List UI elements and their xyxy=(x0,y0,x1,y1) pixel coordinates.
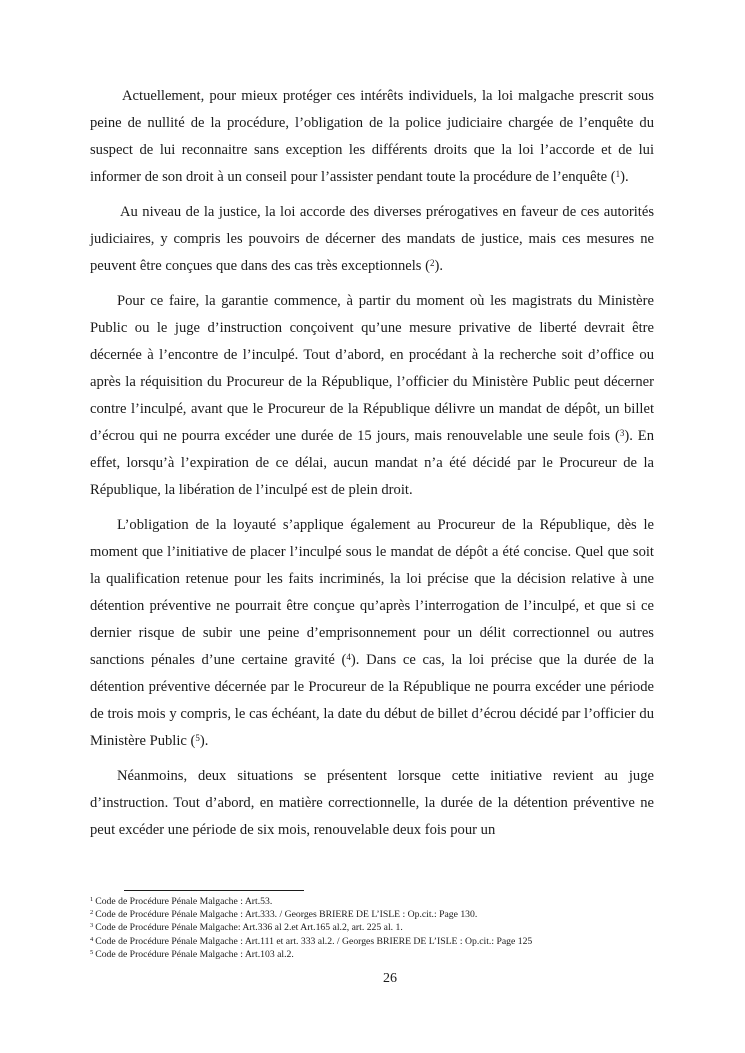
paragraph-4-text: L’obligation de la loyauté s’applique également au Procureur de la République, dès le moment que l’initiative de placer l’inculpé sous le mandat de dépôt a été concise. Quel que soit la qualification retenue pour les faits incriminés, la loi précise que la décision relative à une détention préventive ne pourrait être conçue qu’après l’interrogation de l’inculpé, et que si ce dernier risque de subir une peine d’emprisonnement pour un délit correctionnel ou autres sanctions pénales d’une certaine gravité xyxy=(90,517,654,668)
paragraph-5-text: Néanmoins, deux situations se présentent lorsque cette initiative revient au juge d’instruction. Tout d’abord, en matière correctionnelle, la durée de la détention préventive ne peut excéder une période de six mois, renouvelable deux fois pour un xyxy=(90,768,654,838)
paragraph-1-end: . xyxy=(625,169,629,185)
paragraph-5 xyxy=(90,763,654,844)
page-number: 26 xyxy=(383,971,397,986)
paragraph-3-end: . En effet, lorsqu’à l’expiration de ce délai, aucun mandat n’a été décidé par le Procureur de la République, la libération de l’inculpé est de plein droit. xyxy=(90,428,654,498)
paragraph-2-text: Au niveau de la justice, la loi accorde des diverses prérogatives en faveur de ces autorités judiciaires, y compris les pouvoirs de décerner des mandats de justice, mais ces mesures ne peuvent être conçues que dans des cas très exceptionnels xyxy=(90,204,654,274)
footnote-1: $^1$ Code de Procédure Pénale Malgache : Art.53. xyxy=(90,896,273,907)
footnote-2: $^2$ Code de Procédure Pénale Malgache : Art.333. / Georges BRIERE DE L’ISLE : Op.cit.: Page 130. xyxy=(90,909,478,921)
paragraph-4 xyxy=(90,512,654,755)
footnotes xyxy=(90,895,654,961)
footnote-ref-1: ($^1$) xyxy=(610,169,626,185)
paragraph-1 xyxy=(90,83,654,191)
footnote-ref-5: ($^5$) xyxy=(190,733,205,749)
paragraph-3-text: Pour ce faire, la garantie commence, à partir du moment où les magistrats du Ministère Public ou le juge d’instruction conçoivent qu’une mesure privative de liberté devrait être décernée à l’encontre de l’inculpé. Tout d’abord, en procédant à la recherche soit d’office ou après la réquisition du Procureur de la République, l’officier du Ministère Public peut décerner contre l’inculpé, avant que le Procureur de la République délivre un mandat de dépôt, un billet d’écrou qui ne pourra excéder une durée de 15 jours, mais renouvelable une seule fois xyxy=(90,293,654,444)
footnote-4: $^4$ Code de Procédure Pénale Malgache : Art.111 et art. 333 al.2. / Georges BRIERE DE L’ISLE : Op.cit.: Page 125 xyxy=(90,935,533,947)
document-page xyxy=(90,83,655,986)
paragraph-1-text: Actuellement, pour mieux protéger ces intérêts individuels, la loi malgache prescrit sous peine de nullité de la procédure, l’obligation de la police judiciaire chargée de l’enquête du suspect de lui reconnaitre sans exception les différents droits que la loi l’accorde et de lui informer de son droit à un conseil pour l’assister pendant toute la procédure de l’enquête xyxy=(90,88,654,185)
paragraph-2 xyxy=(90,199,654,280)
footnote-ref-4: ($^4$) xyxy=(341,652,356,668)
footnote-ref-3: ($^3$) xyxy=(614,428,630,444)
footnote-separator xyxy=(124,890,304,891)
footnote-3: $^3$ Code de Procédure Pénale Malgache: Art.336 al 2.et Art.165 al.2, art. 225 al. 1. xyxy=(90,922,403,934)
paragraph-4-middle: . Dans ce cas, la loi précise que la durée de la détention préventive décernée par le Procureur de la République ne pourra excéder une période de trois mois y compris, le cas échéant, la date du début de billet d’écrou décidé par l’officier du Ministère Public xyxy=(90,652,655,749)
paragraph-4-end: . xyxy=(204,733,209,749)
footnote-ref-2: ($^2$) xyxy=(425,258,440,274)
paragraph-3 xyxy=(90,288,654,504)
footnote-5: $^5$ Code de Procédure Pénale Malgache : Art.103 al.2. xyxy=(90,948,294,960)
paragraph-2-end: . xyxy=(439,258,444,274)
